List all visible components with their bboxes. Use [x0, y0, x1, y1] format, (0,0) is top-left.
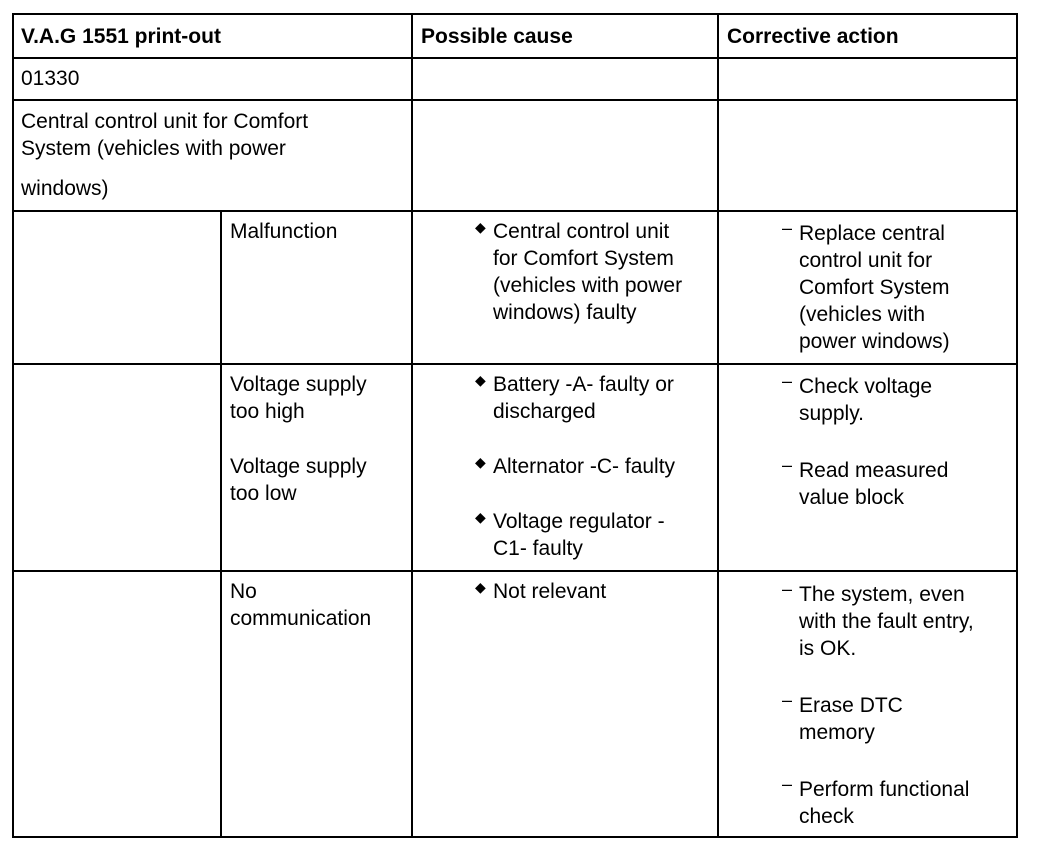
action-line: value block — [799, 486, 905, 509]
printout-text — [230, 578, 371, 632]
printout-text — [230, 218, 337, 245]
row-divider — [14, 570, 1016, 572]
cause-line: (vehicles with power — [493, 274, 683, 297]
cause-line: Central control unit — [493, 220, 670, 243]
action-line: (vehicles with — [799, 303, 926, 326]
component-line: windows) — [21, 177, 109, 200]
diamond-bullet-icon: ◆ — [475, 509, 486, 525]
action-line: Perform functional — [799, 778, 970, 801]
diamond-bullet-icon: ◆ — [475, 454, 486, 470]
cause-line: Alternator -C- faulty — [493, 455, 676, 478]
action-line: control unit for — [799, 249, 933, 272]
row-divider — [14, 99, 1016, 101]
cause-line: for Comfort System — [493, 247, 674, 270]
sub-column-divider — [220, 210, 222, 836]
cause-line: windows) faulty — [493, 301, 637, 324]
header-corrective-action: Corrective action — [727, 25, 899, 48]
component-line: Central control unit for Comfort — [21, 110, 309, 133]
cause-line: C1- faulty — [493, 537, 583, 560]
dash-icon: – — [782, 774, 793, 794]
action-line: memory — [799, 721, 875, 744]
printout-line: Malfunction — [230, 220, 338, 243]
action-line: is OK. — [799, 637, 857, 660]
dash-icon: – — [782, 690, 793, 710]
action-line: Comfort System — [799, 276, 950, 299]
action-line: power windows) — [799, 330, 950, 353]
printout-line: too high — [230, 400, 305, 423]
printout-line: Voltage supply — [230, 455, 367, 478]
action-line: supply. — [799, 402, 864, 425]
action-line: Check voltage — [799, 375, 933, 398]
cause-line: discharged — [493, 400, 596, 423]
printout-text — [230, 371, 367, 425]
column-divider — [411, 15, 413, 836]
row-divider — [14, 210, 1016, 212]
cause-line: Not relevant — [493, 580, 607, 603]
cause-item — [475, 578, 607, 605]
fault-code: 01330 — [21, 67, 80, 90]
action-line: The system, even — [799, 583, 965, 606]
cause-item — [475, 218, 683, 326]
cause-line: Voltage regulator - — [493, 510, 665, 533]
row-divider — [14, 57, 1016, 59]
action-line: Read measured — [799, 459, 949, 482]
action-item — [782, 371, 933, 427]
component-line: System (vehicles with power — [21, 137, 286, 160]
printout-line: communication — [230, 607, 372, 630]
cause-item — [475, 508, 665, 562]
diamond-bullet-icon: ◆ — [475, 219, 486, 235]
dash-icon: – — [782, 371, 793, 391]
action-item — [782, 455, 949, 511]
header-possible-cause: Possible cause — [421, 25, 573, 48]
row-divider — [14, 363, 1016, 365]
diamond-bullet-icon: ◆ — [475, 372, 486, 388]
dash-icon: – — [782, 218, 793, 238]
cause-item — [475, 371, 674, 425]
column-divider — [717, 15, 719, 836]
printout-line: Voltage supply — [230, 373, 367, 396]
action-line: check — [799, 805, 854, 828]
diamond-bullet-icon: ◆ — [475, 579, 486, 595]
action-item — [782, 690, 903, 746]
action-item — [782, 774, 970, 830]
header-printout: V.A.G 1551 print-out — [21, 25, 221, 48]
dash-icon: – — [782, 455, 793, 475]
dash-icon: – — [782, 579, 793, 599]
printout-text — [230, 453, 367, 507]
action-line: with the fault entry, — [799, 610, 974, 633]
cause-item — [475, 453, 676, 480]
action-item — [782, 579, 974, 662]
action-line: Replace central — [799, 222, 945, 245]
action-item — [782, 218, 950, 355]
printout-line: too low — [230, 482, 297, 505]
action-line: Erase DTC — [799, 694, 903, 717]
printout-line: No — [230, 580, 257, 603]
cause-line: Battery -A- faulty or — [493, 373, 674, 396]
